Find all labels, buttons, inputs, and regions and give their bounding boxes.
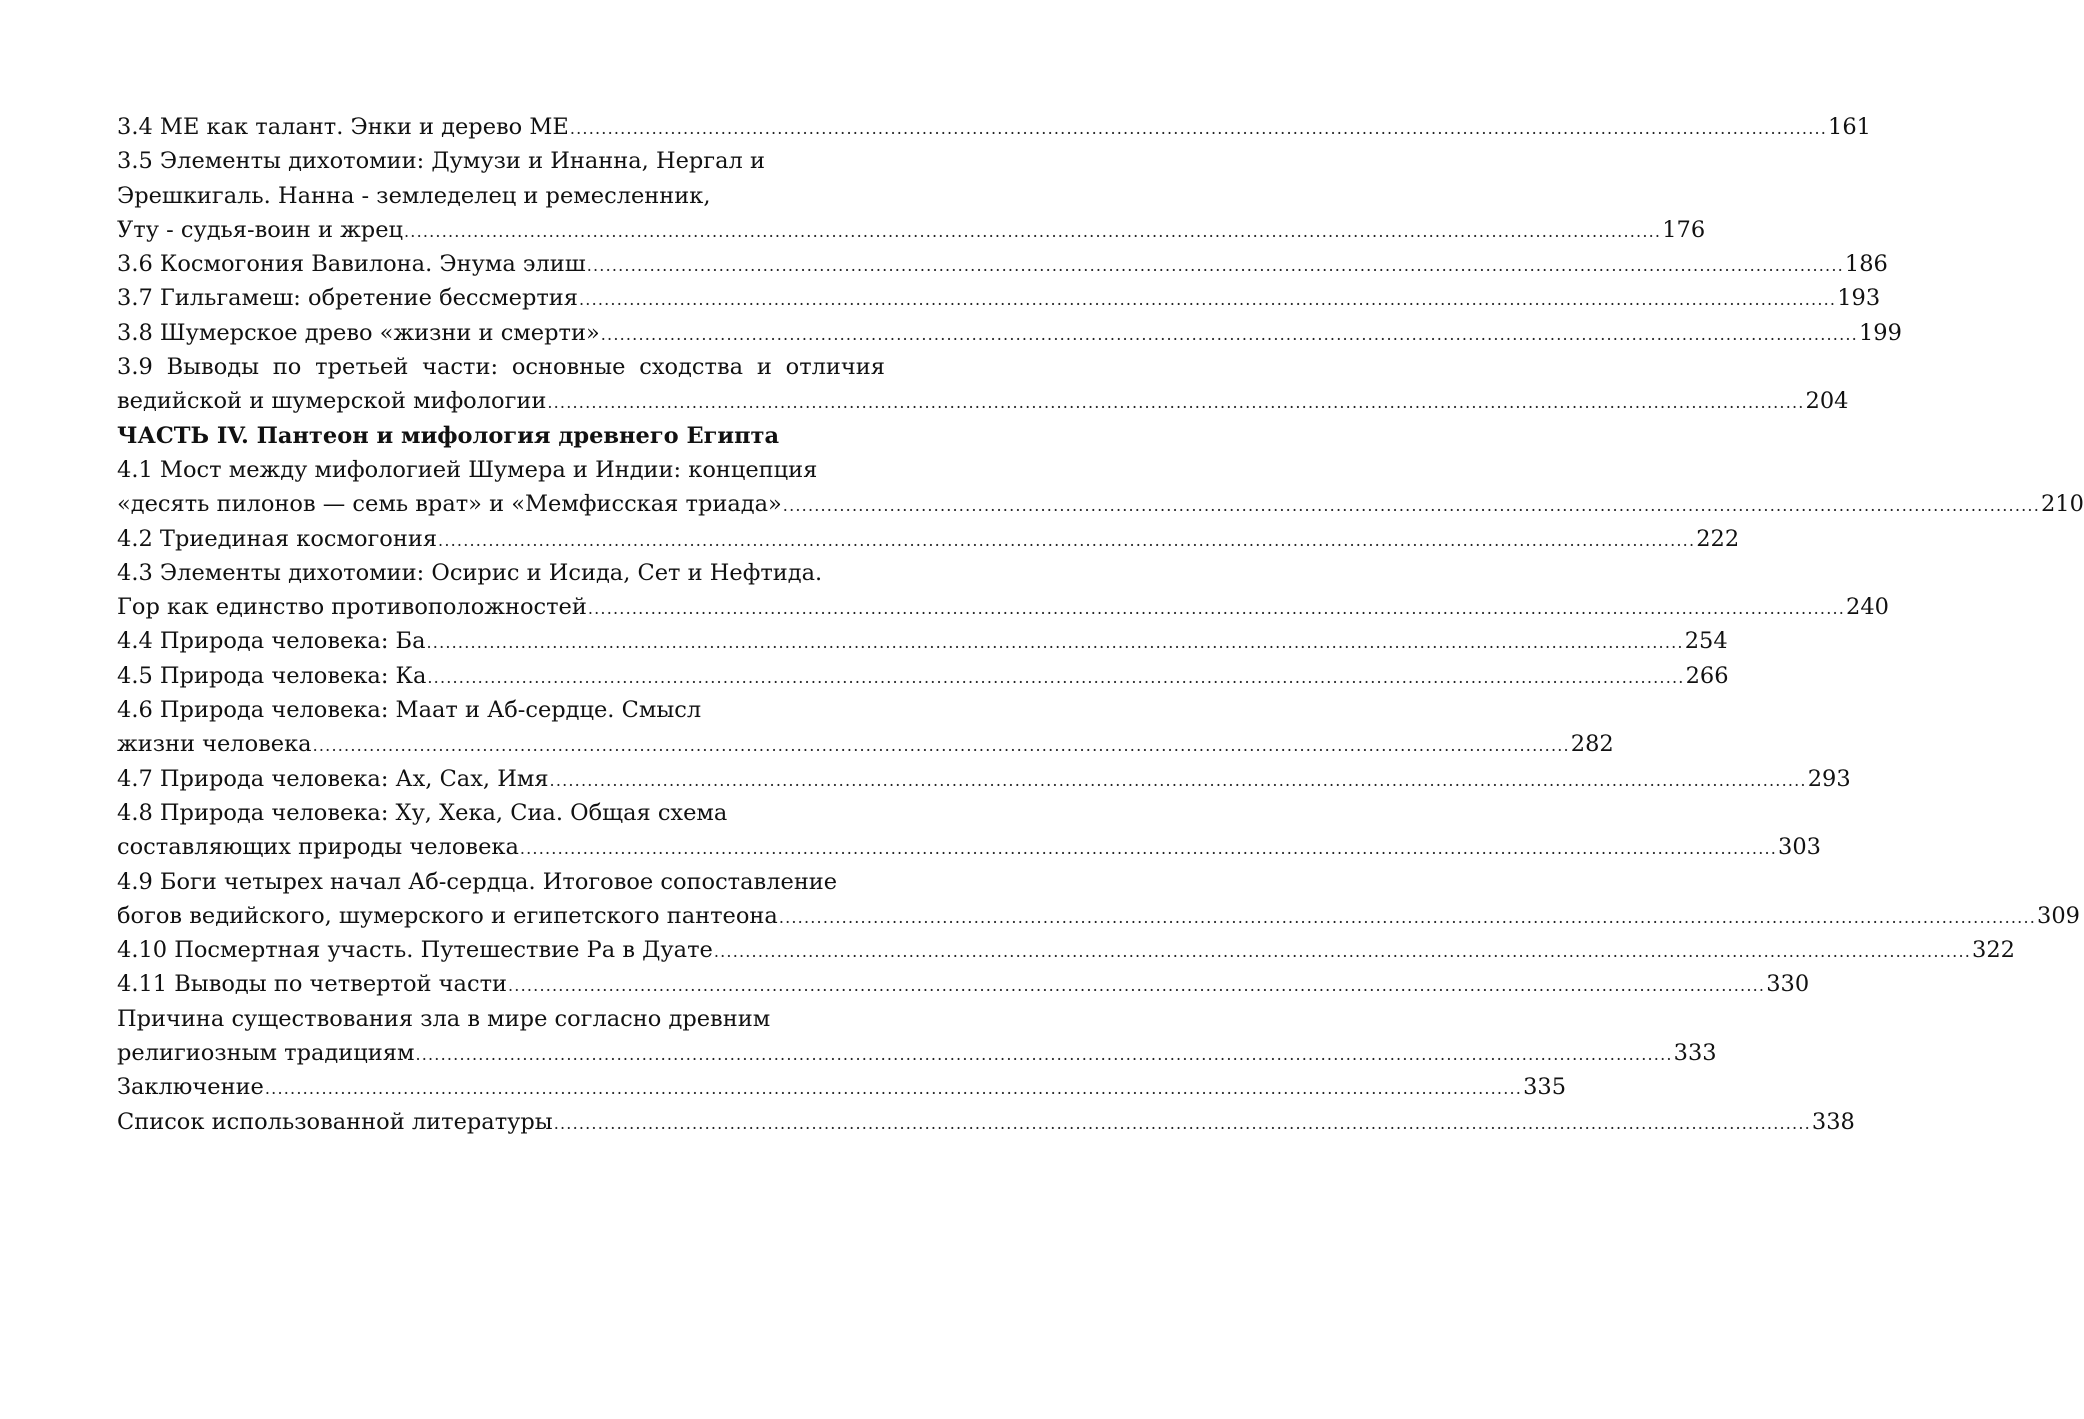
toc-line xyxy=(117,522,1740,556)
toc-line xyxy=(117,865,885,899)
toc-line xyxy=(117,110,1871,144)
toc-entry-title: Уту - судья-воин и жрец xyxy=(117,216,403,243)
toc-entry-title: ведийской и шумерской мифологии xyxy=(117,388,547,415)
toc-page-number: 333 xyxy=(1673,1040,1717,1067)
toc-line xyxy=(117,796,885,830)
toc-entry-title: Эрешкигаль. Нанна - земледелец и ремесленник, xyxy=(117,182,711,209)
dot-leader: ........................................................................................................................................................................................................ xyxy=(778,907,2037,927)
toc-page-number: 282 xyxy=(1570,731,1614,758)
dot-leader: ........................................................................................................................................................................................................ xyxy=(553,1113,1811,1133)
dot-leader: ........................................................................................................................................................................................................ xyxy=(312,736,1570,756)
dot-leader: ........................................................................................................................................................................................................ xyxy=(600,324,1858,344)
toc-line xyxy=(117,624,1728,658)
toc-line xyxy=(117,1070,1567,1104)
toc-entry-title: 4.8 Природа человека: Ху, Хека, Сиа. Общая схема xyxy=(117,799,728,826)
dot-leader: ........................................................................................................................................................................................................ xyxy=(519,839,1778,859)
toc-page-number: 303 xyxy=(1778,834,1821,861)
toc-entry-title: 3.4 МЕ как талант. Энки и дерево МЕ xyxy=(117,114,569,140)
toc-entry-title: 4.1 Мост между мифологией Шумера и Индии: концепция xyxy=(117,456,818,483)
toc-entry-title: ЧАСТЬ IV. Пантеон и мифология древнего Египта xyxy=(117,422,780,449)
toc-page-number: 240 xyxy=(1846,594,1889,621)
toc-line xyxy=(117,659,1729,693)
dot-leader: ........................................................................................................................................................................................................ xyxy=(508,976,1766,996)
dot-leader: ........................................................................................................................................................................................................ xyxy=(547,393,1805,413)
toc-line xyxy=(117,316,1902,350)
toc-entry-title: 4.9 Боги четырех начал Аб-сердца. Итоговое сопоставление xyxy=(117,868,838,895)
toc-line xyxy=(117,899,2080,933)
toc-line xyxy=(117,933,2015,967)
dot-leader: ........................................................................................................................................................................................................ xyxy=(586,256,1844,276)
dot-leader: ........................................................................................................................................................................................................ xyxy=(713,942,1972,962)
toc-page-number: 335 xyxy=(1523,1074,1567,1101)
dot-leader: ........................................................................................................................................................................................................ xyxy=(549,770,1807,790)
toc-entry-title: Список использованной литературы xyxy=(117,1108,553,1135)
toc-entry-title: 4.7 Природа человека: Ах, Сах, Имя xyxy=(117,765,549,792)
toc-page-number: 193 xyxy=(1837,285,1881,312)
toc-entry-title: «десять пилонов — семь врат» и «Мемфисская триада» xyxy=(117,491,782,518)
toc-entry-title: Заключение xyxy=(117,1074,264,1101)
toc-line xyxy=(117,762,1851,796)
toc-line xyxy=(117,384,1849,418)
toc-line xyxy=(117,1002,885,1036)
toc-page-number: 210 xyxy=(2040,491,2084,518)
toc-line xyxy=(117,247,1888,281)
toc-page-number: 204 xyxy=(1805,388,1849,415)
toc-line xyxy=(117,727,1614,761)
toc-page-number: 199 xyxy=(1858,319,1902,346)
toc-line xyxy=(117,967,1810,1001)
toc-entry-title: составляющих природы человека xyxy=(117,834,519,861)
toc-entry-title: 4.4 Природа человека: Ба xyxy=(117,628,426,655)
dot-leader: ........................................................................................................................................................................................................ xyxy=(587,599,1846,619)
toc-entry-title: 3.6 Космогония Вавилона. Энума элиш xyxy=(117,251,586,278)
toc-entry-title: 3.8 Шумерское древо «жизни и смерти» xyxy=(117,319,600,346)
toc-entry-title: Гор как единство противоположностей xyxy=(117,594,587,621)
toc-page-number: 330 xyxy=(1766,971,1810,998)
dot-leader: ........................................................................................................................................................................................................ xyxy=(415,1045,1673,1065)
dot-leader: ........................................................................................................................................................................................................ xyxy=(426,633,1684,653)
toc-line xyxy=(117,556,885,590)
toc-line xyxy=(117,453,885,487)
toc-entry-title: 4.11 Выводы по четвертой части xyxy=(117,971,508,998)
toc-line xyxy=(117,1036,1717,1070)
toc-line xyxy=(117,487,2084,521)
toc-page-number: 293 xyxy=(1807,765,1851,792)
toc-line xyxy=(117,693,885,727)
toc-page-number: 186 xyxy=(1844,251,1888,278)
toc-line xyxy=(117,144,885,178)
toc-entry-title: богов ведийского, шумерского и египетского пантеона xyxy=(117,902,778,929)
dot-leader: ........................................................................................................................................................................................................ xyxy=(427,667,1685,687)
toc-entry-title: 4.6 Природа человека: Маат и Аб-сердце. Смысл xyxy=(117,697,702,724)
toc-part-heading xyxy=(117,419,885,453)
toc-entry-title: 3.9 Выводы по третьей части: основные сходства и отличия xyxy=(117,354,885,381)
toc-entry-title: 4.5 Природа человека: Ка xyxy=(117,662,427,689)
toc-page-number: 254 xyxy=(1684,628,1728,655)
toc-line xyxy=(117,213,1706,247)
toc-entry-title: 4.10 Посмертная участь. Путешествие Ра в Дуате xyxy=(117,937,713,964)
dot-leader: ........................................................................................................................................................................................................ xyxy=(782,496,2040,516)
toc-line xyxy=(117,350,885,384)
toc-page-number: 266 xyxy=(1685,662,1729,689)
toc-page-number: 176 xyxy=(1662,216,1706,243)
toc-entry-title: жизни человека xyxy=(117,731,312,758)
toc-entry-title: религиозным традициям xyxy=(117,1040,415,1067)
toc-line xyxy=(117,1105,1855,1139)
table-of-contents xyxy=(117,110,2084,1139)
toc-page-number: 322 xyxy=(1972,937,2015,964)
toc-line xyxy=(117,281,1881,315)
toc-line xyxy=(117,590,1889,624)
dot-leader: ........................................................................................................................................................................................................ xyxy=(404,221,1662,241)
toc-page-number: 222 xyxy=(1696,525,1740,552)
dot-leader: ........................................................................................................................................................................................................ xyxy=(569,119,1828,138)
toc-entry-title: 3.7 Гильгамеш: обретение бессмертия xyxy=(117,285,578,312)
toc-line xyxy=(117,830,1821,864)
toc-line xyxy=(117,179,885,213)
dot-leader: ........................................................................................................................................................................................................ xyxy=(438,530,1696,550)
toc-entry-title: 4.3 Элементы дихотомии: Осирис и Исида, Сет и Нефтида. xyxy=(117,559,823,586)
toc-page-number: 309 xyxy=(2037,902,2080,929)
dot-leader: ........................................................................................................................................................................................................ xyxy=(579,290,1837,310)
toc-page-number: 161 xyxy=(1828,114,1871,140)
toc-entry-title: Причина существования зла в мире согласно древним xyxy=(117,1005,771,1032)
toc-entry-title: 3.5 Элементы дихотомии: Думузи и Инанна, Нергал и xyxy=(117,148,765,175)
dot-leader: ........................................................................................................................................................................................................ xyxy=(264,1079,1523,1099)
toc-page-number: 338 xyxy=(1811,1108,1855,1135)
toc-entry-title: 4.2 Триединая космогония xyxy=(117,525,438,552)
